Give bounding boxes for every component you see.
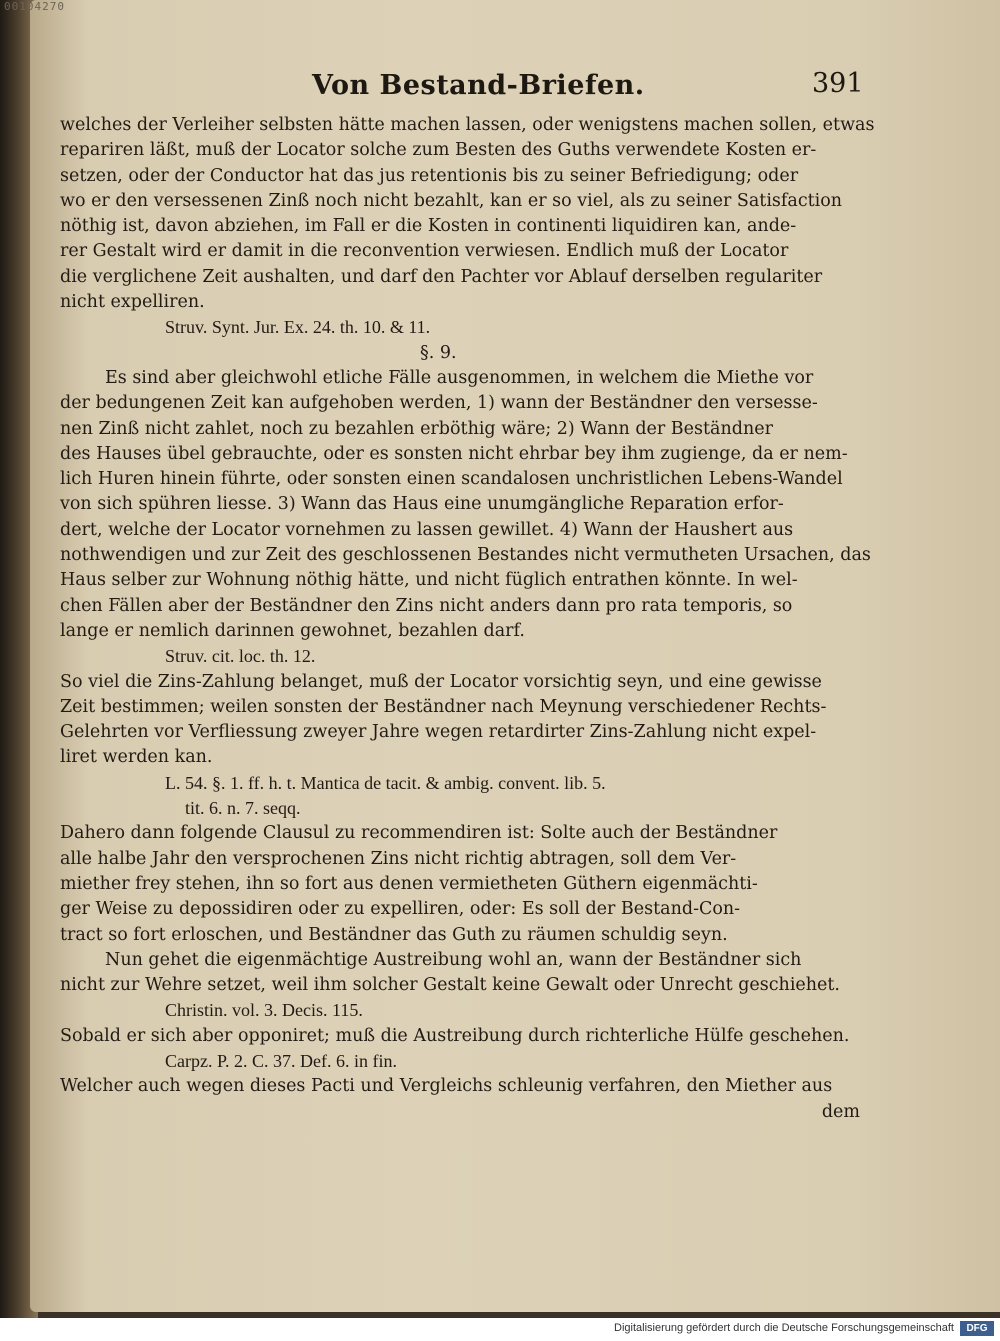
text-line: des Hauses übel gebrauchte, oder es sonsten nicht ehrbar bey ihm zugienge, da er nem- — [60, 443, 848, 464]
text-line: Gelehrten vor Verfliessung zweyer Jahre wegen retardirter Zins-Zahlung nicht expel- — [60, 722, 817, 743]
text-line: lich Huren hinein führte, oder sonsten einen scandalosen unchristlichen Lebens-Wandel — [60, 469, 843, 490]
text-line: nicht zur Wehre setzet, weil ihm solcher Gestalt keine Gewalt oder Unrecht geschiehet. — [60, 975, 840, 996]
text-line: welches der Verleiher selbsten hätte machen lassen, oder wenigstens machen sollen, etwas — [60, 115, 875, 135]
text-line: liret werden kan. — [60, 747, 213, 768]
text-line: Struv. Synt. Jur. Ex. 24. th. 10. & 11. — [165, 317, 431, 338]
text-line: Christin. vol. 3. Decis. 115. — [165, 1000, 363, 1021]
running-head: Von Bestand-Briefen. — [312, 70, 645, 101]
text-line: nen Zinß nicht zahlet, noch zu bezahlen erböthig wäre; 2) Wann der Beständner — [60, 418, 773, 439]
text-line: nöthig ist, davon abziehen, im Fall er die Kosten in continenti liquidiren kan, ande- — [60, 216, 797, 237]
text-line: Es sind aber gleichwohl etliche Fälle ausgenommen, in welchem die Miethe vor — [105, 367, 814, 388]
footer-bar — [0, 1318, 1000, 1341]
text-line: Haus selber zur Wohnung nöthig hätte, und nicht füglich entrathen könnte. In wel- — [60, 570, 798, 591]
text-line: repariren läßt, muß der Locator solche zum Besten des Guths verwendete Kosten er- — [60, 140, 817, 161]
text-line: rer Gestalt wird er damit in die reconvention verwiesen. Endlich muß der Locator — [60, 241, 789, 262]
text-line: die verglichene Zeit aushalten, und darf den Pachter vor Ablauf derselben regulariter — [60, 266, 823, 287]
text-line: von sich spühren liesse. 3) Wann das Haus eine unumgängliche Reparation erfor- — [60, 494, 784, 515]
text-line: Struv. cit. loc. th. 12. — [165, 646, 316, 667]
body-text — [60, 113, 875, 1125]
dfg-logo: DFG — [960, 1321, 994, 1336]
text-line: tract so fort erloschen, und Beständner das Guth zu räumen schuldig seyn. — [60, 924, 728, 945]
text-line: setzen, oder der Conductor hat das jus retentionis bis zu seiner Befriedigung; oder — [60, 165, 799, 186]
page-number: 391 — [812, 68, 864, 99]
scan-id: 00104270 — [4, 0, 65, 13]
text-line: lange er nemlich darinnen gewohnet, bezahlen darf. — [60, 620, 525, 641]
text-line: wo er den versessenen Zinß noch nicht bezahlt, kan er so viel, als zu seiner Satisfaction — [60, 190, 843, 211]
text-line: ger Weise zu depossidiren oder zu expelliren, oder: Es soll der Bestand-Con- — [60, 899, 741, 920]
text-line: alle halbe Jahr den versprochenen Zins nicht richtig abtragen, soll dem Ver- — [60, 848, 737, 869]
text-line: Zeit bestimmen; weilen sonsten der Beständner nach Meynung verschiedener Rechts- — [60, 696, 827, 717]
text-line: tit. 6. n. 7. seqq. — [185, 798, 301, 819]
text-line: Welcher auch wegen dieses Pacti und Vergleichs schleunig verfahren, den Miether aus — [60, 1076, 833, 1097]
text-line: der bedungenen Zeit kan aufgehoben werden, 1) wann der Beständner den versesse- — [60, 393, 818, 414]
text-line: So viel die Zins-Zahlung belanget, muß der Locator vorsichtig seyn, und eine gewisse — [60, 671, 822, 692]
text-line: nicht expelliren. — [60, 292, 205, 313]
text-line: Carpz. P. 2. C. 37. Def. 6. in fin. — [165, 1050, 397, 1071]
text-line: Dahero dann folgende Clausul zu recommendiren ist: Solte auch der Beständner — [60, 823, 778, 844]
text-line: dert, welche der Locator vornehmen zu lassen gewillet. 4) Wann der Haushert aus — [60, 519, 794, 540]
text-line: Nun gehet die eigenmächtige Austreibung wohl an, wann der Beständner sich — [105, 949, 802, 970]
text-line: L. 54. §. 1. ff. h. t. Mantica de tacit. & ambig. convent. lib. 5. — [165, 772, 606, 793]
text-line: nothwendigen und zur Zeit des geschlossenen Bestandes nicht vermutheten Ursachen, das — [60, 545, 871, 566]
text-line: Sobald er sich aber opponiret; muß die Austreibung durch richterliche Hülfe geschehen. — [60, 1025, 850, 1046]
footer-credit: Digitalisierung gefördert durch die Deutsche Forschungsgemeinschaft — [614, 1322, 954, 1334]
text-line: chen Fällen aber der Beständner den Zins nicht anders dann pro rata temporis, so — [60, 595, 793, 616]
text-line: dem — [821, 1101, 860, 1122]
text-line: §. 9. — [420, 342, 457, 363]
text-line: miether frey stehen, ihn so fort aus denen vermietheten Güthern eigenmächti- — [60, 873, 758, 894]
